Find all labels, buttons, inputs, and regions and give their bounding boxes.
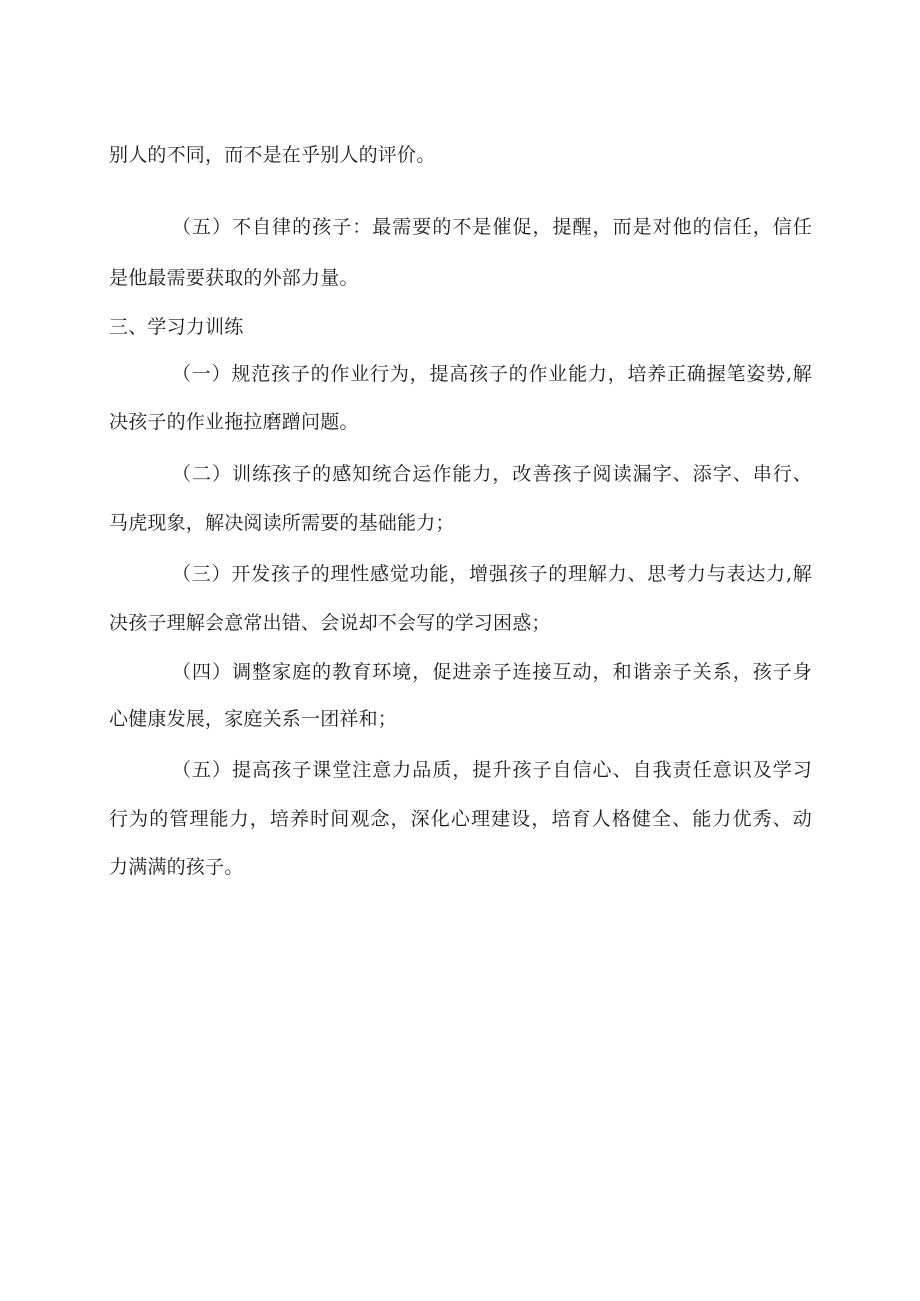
text-line-15: 力满满的孩子。	[109, 856, 244, 878]
text-line-5: （一）规范孩子的作业行为，提高孩子的作业能力，培养正确握笔姿势,解	[172, 363, 812, 385]
text-line-7: （二）训练孩子的感知统合运作能力，改善孩子阅读漏字、添字、串行、	[172, 463, 812, 485]
text-line-8: 马虎现象，解决阅读所需要的基础能力；	[109, 512, 455, 534]
text-line-12: 心健康发展，家庭关系一团祥和；	[109, 708, 398, 730]
text-line-1: 别人的不同，而不是在乎别人的评价。	[109, 144, 436, 166]
section-heading: 三、学习力训练	[109, 316, 244, 338]
text-line-13: （五）提高孩子课堂注意力品质，提升孩子自信心、自我责任意识及学习	[172, 759, 812, 781]
text-line-11: （四）调整家庭的教育环境，促进亲子连接互动，和谐亲子关系，孩子身	[172, 661, 812, 683]
text-line-2: （五）不自律的孩子：最需要的不是催促，提醒，而是对他的信任，信任	[172, 216, 812, 238]
text-line-6: 决孩子的作业拖拉磨蹭问题。	[109, 411, 359, 433]
text-line-10: 决孩子理解会意常出错、会说却不会写的学习困惑；	[109, 612, 551, 634]
text-line-14: 行为的管理能力，培养时间观念，深化心理建设，培育人格健全、能力优秀、动	[109, 808, 812, 830]
text-line-3: 是他最需要获取的外部力量。	[109, 267, 359, 289]
text-line-9: （三）开发孩子的理性感觉功能，增强孩子的理解力、思考力与表达力,解	[172, 563, 812, 585]
